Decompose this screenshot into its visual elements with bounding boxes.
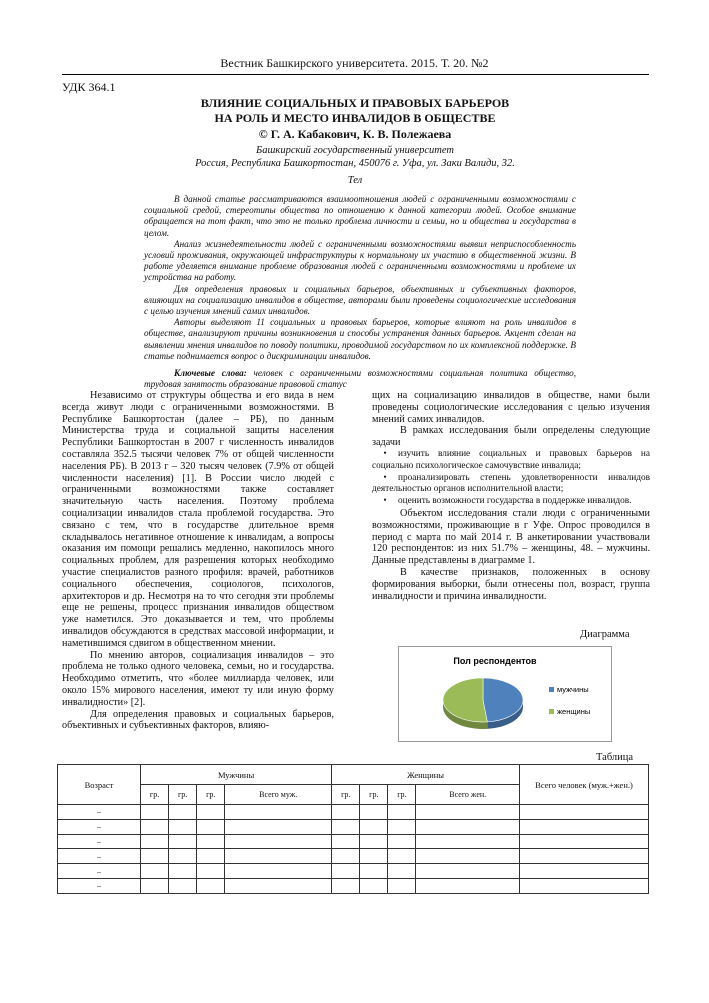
title-line-2: НА РОЛЬ И МЕСТО ИНВАЛИДОВ В ОБЩЕСТВЕ xyxy=(214,111,496,125)
age-cell: – xyxy=(58,878,141,893)
column-header-women-total: Всего жен. xyxy=(416,785,520,805)
bullet-icon: • xyxy=(383,448,387,459)
body-paragraph: щих на социализацию инвалидов в обществе, нами были проведены социологические исследования с целью изучения мнений самих инвалидов. xyxy=(372,390,650,425)
list-item: • оценить возможности государства в поддержке инвалидов. xyxy=(372,496,650,508)
list-item: • изучить влияние социальных и правовых барьеров на социально психологическое самочувствие инвалида; xyxy=(372,448,650,471)
abstract-paragraph: Для определения правовых и социальных барьеров, объективных и субъективных факторов, влияющих на социализацию инвалидов в обществе, авторами были проведены социологические исследования с целью изучения мнений самих инвалидов. xyxy=(144,283,576,317)
column-header-men: Мужчины xyxy=(141,765,332,785)
bullet-icon: • xyxy=(383,472,387,483)
body-paragraph: Объектом исследования стали люди с ограниченными возможностями, проживающие в г Уфе. Опрос проводился в период с марта по май 2014 г. В анкетировании участвовали 120 респондентов: из них 51.7% – женщины, 48. – мужчины. Данные представлены в диаграмме 1. xyxy=(372,507,650,567)
column-header-group: гр. xyxy=(332,785,360,805)
legend-label-men: мужчины xyxy=(557,685,589,694)
chart-title: Пол респондентов xyxy=(453,656,537,666)
age-cell: – xyxy=(58,805,141,820)
abstract-paragraph: В данной статье рассматриваются взаимоотношения людей с ограниченными возможностями с социальной средой, стереотипы общества по отношению к данной категории людей. Особое внимание обращается на тот факт, что это не только проблема личности и семьи, но и общества и государства в целом. xyxy=(144,194,576,238)
legend-swatch-women xyxy=(549,709,554,714)
list-item: • проанализировать степень удовлетворенности инвалидов деятельностью органов исполнительной власти; xyxy=(372,472,650,495)
age-cell: – xyxy=(58,819,141,834)
abstract xyxy=(144,194,576,390)
journal-header: Вестник Башкирского университета. 2015. Т. 20. №2 xyxy=(220,56,489,70)
task-list xyxy=(372,449,650,508)
column-header-men-total: Всего муж. xyxy=(225,785,332,805)
affiliation-line-2: Россия, Республика Башкортостан, 450076 г. Уфа, ул. Заки Валиди, 32. xyxy=(195,158,515,169)
affiliation-line-3: Тел xyxy=(347,175,363,186)
table-row xyxy=(58,834,649,849)
abstract-paragraph: Авторы выделяют 11 социальных и правовых барьеров, которые влияют на роль инвалидов в обществе, анализируют причины возникновения и способы устранения данных барьеров. Акцент сделан на выявлении мнения инвалидов по поводу политики, проводимой государством по их комплексной поддержке. В статье поднимается вопрос о дискриминации инвалидов. xyxy=(144,317,576,361)
column-header-women: Женщины xyxy=(332,765,520,785)
body-paragraph: В рамках исследования были определены следующие задачи xyxy=(372,425,650,449)
affiliation-line-1: Башкирский государственный университет xyxy=(256,145,454,156)
gender-pie-chart xyxy=(398,646,612,742)
column-header-group: гр. xyxy=(141,785,169,805)
legend-swatch-men xyxy=(549,687,554,692)
column-header-group: гр. xyxy=(169,785,197,805)
age-cell: – xyxy=(58,849,141,864)
body-paragraph: В качестве признаков, положенных в основу формирования выборки, были отнесены пол, возраст, группа инвалидности и причина инвалидности. xyxy=(372,566,650,602)
table-row xyxy=(58,849,649,864)
table-row xyxy=(58,878,649,893)
age-cell: – xyxy=(58,864,141,879)
keywords-text: человек с ограниченными возможностями социальная политика общество, трудовая занятость образование правовой статус xyxy=(144,368,576,390)
body-paragraph: Независимо от структуры общества и его вида в нем всегда живут люди с ограниченными возможностями. В Республике Башкортостан (далее – РБ), по данным Министерства труда и социальной защиты населения Республики Башкортостан в 2007 г численность инвалидов составляла 352.5 тысячи человек 7% от общей численности населения РБ). В 2013 г – 320 тысяч человек (7.9% от общей численности населения) [1]. В России число людей с ограниченными возможностями также составляет значительную часть населения. Поэтому проблема социализации инвалидов стала проблемой государства. Это связано с тем, что в государстве длительное время складывалось негативное отношение к инвалидам, а вопросы оказания им помощи решались медленно, накопилось много социальных проблем, для разрешения которых необходимо участие специалистов разного профиля: врачей, работников социального обеспечения, социологов, психологов, архитекторов и др. Несмотря на то что сегодня эти проблемы еще не решены, процесс признания инвалидов обществом уже наметился. Это доказывается и тем, что проблемы инвалидов обсуждаются в средствах массовой информации, и наметившимся сдвигом в общественном мнении. xyxy=(62,390,334,649)
bullet-icon: • xyxy=(383,496,387,507)
column-header-group: гр. xyxy=(388,785,416,805)
diagram-label: Диаграмма xyxy=(580,629,630,640)
pie-chart-svg xyxy=(399,647,611,741)
article-title xyxy=(120,96,590,126)
table-row xyxy=(58,805,649,820)
age-cell: – xyxy=(58,834,141,849)
body-paragraph: По мнению авторов, социализация инвалидов – это проблема не только одного человека, семьи, но и государства. Необходимо отметить, что «более миллиарда человек, или около 15% мирового населения, имеют ту или иную форму инвалидности» [2]. xyxy=(62,649,334,708)
header-rule xyxy=(62,74,649,75)
column-header-group: гр. xyxy=(197,785,225,805)
keywords xyxy=(144,368,576,390)
keywords-label: Ключевые слова: xyxy=(174,368,247,379)
data-table xyxy=(57,764,649,894)
body-left-column xyxy=(62,390,334,732)
column-header-total: Всего человек (муж.+жен.) xyxy=(520,765,649,805)
body-right-column xyxy=(372,390,650,602)
column-header-age: Возраст xyxy=(58,765,141,805)
authors: © Г. А. Кабакович, К. В. Полежаева xyxy=(258,127,452,141)
affiliation xyxy=(120,144,590,187)
legend-label-women: женщины xyxy=(557,707,591,716)
body-paragraph: Для определения правовых и социальных барьеров, объективных и субъективных факторов, влияю- xyxy=(62,708,334,732)
abstract-paragraph: Анализ жизнедеятельности людей с ограниченными возможностями выявил неприспособленность условий проживания, окружающей инфраструктуры к нормальному их участию в общественной жизни. В работе уделяется внимание проблеме образования людей с ограниченными возможностями и проблеме их устройства на работу. xyxy=(144,238,576,283)
table-row xyxy=(58,819,649,834)
table-row xyxy=(58,864,649,879)
pie-group xyxy=(443,678,523,729)
title-line-1: ВЛИЯНИЕ СОЦИАЛЬНЫХ И ПРАВОВЫХ БАРЬЕРОВ xyxy=(200,96,510,110)
table-label: Таблица xyxy=(596,752,634,763)
column-header-group: гр. xyxy=(360,785,388,805)
udk-code: УДК 364.1 xyxy=(62,80,116,94)
